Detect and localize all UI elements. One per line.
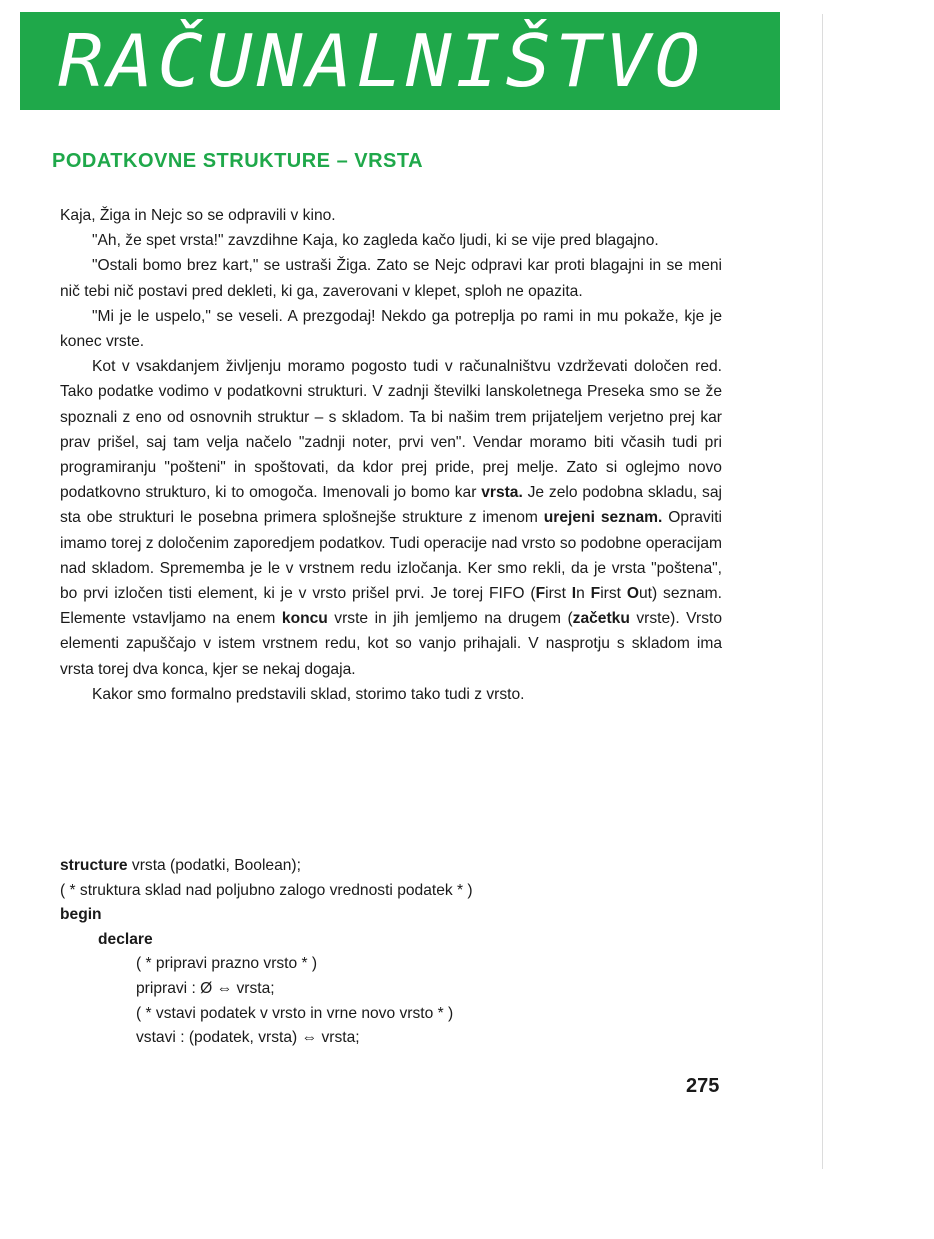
keyword-begin: begin — [60, 906, 102, 924]
code-line: pripravi : Ø ⇔ vrsta; — [136, 979, 275, 997]
keyword-declare: declare — [98, 930, 153, 948]
code-listing — [60, 854, 740, 1051]
term-vrsta: vrsta. — [481, 484, 523, 502]
code-comment: ( * pripravi prazno vrsto * ) — [136, 955, 318, 973]
main-paragraph: Kot v vsakdanjem življenju moramo pogosto tudi v računalništvu vzdrževati določen red. Tako podatke vodimo v podatkovni strukturi. V zadnji številki lanskoletnega Preseka smo se že spoznali z eno od osnovnih struktur – s skladom. Ta bi našim trem prijateljem verjetno prej kar prav prišel, saj tam velja načelo "zadnji noter, prvi ven". Vendar moramo biti včasih tudi pri programiranju "pošteni" in spoštovati, da kdor prej pride, prej melje. Zato si oglejmo novo podatkovno strukturo, ki to omogoča. Imenovali jo bomo kar vrsta. Je zelo podobna skladu, saj sta obe strukturi le posebna primera splošnejše strukture z imenom urejeni seznam. Opraviti imamo torej z določenim zaporedjem podatkov. Tudi operacije nad vrsto so podobne operacijam nad skladom. Sprememba je le v vrstnem redu izločanja. Ker smo rekli, da je vrsta "poštena", bo prvi izločen tisti element, ki je v vrsto prišel prvi. Je torej FIFO (First In First Out) seznam. Elemente vstavljamo na enem koncu vrste in jih jemljemo na drugem (začetku vrste). Vrsto elementi zapuščajo v istem vrstnem redu, kot so vanjo prihajali. V nasprotju s skladom ima vrsta torej dva konca, kjer se nekaj dogaja. — [60, 358, 722, 678]
term-koncu: koncu — [281, 610, 328, 628]
code-comment: ( * vstavi podatek v vrsto in vrne novo vrsto * ) — [136, 1004, 454, 1022]
dialogue-paragraph: "Mi je le uspelo," se veseli. A prezgodaj! Nekdo ga potreplja po rami in mu pokaže, kje je konec vrste. — [60, 307, 722, 351]
intro-paragraph: Kaja, Žiga in Nejc so se odpravili v kino. — [60, 207, 336, 224]
page-number: 275 — [686, 1075, 720, 1097]
code-comment: ( * struktura sklad nad poljubno zalogo vrednosti podatek * ) — [60, 881, 473, 899]
term-fifo: FIFO — [489, 585, 525, 603]
closing-paragraph: Kakor smo formalno predstavili sklad, storimo tako tudi z vrsto. — [92, 685, 525, 703]
dialogue-paragraph: "Ostali bomo brez kart," se ustraši Žiga. Zato se Nejc odpravi kar proti blagajni in se meni nič tebi nič postavi pred dekleti, ki ga, zaverovani v klepet, sploh ne opazita. — [60, 257, 722, 300]
section-title: PODATKOVNE STRUKTURE – VRSTA — [52, 150, 424, 172]
term-zacetku: začetku — [572, 610, 630, 628]
dialogue-paragraph: "Ah, že spet vrsta!" zavzdihne Kaja, ko zagleda kačo ljudi, ki se vije pred blagajno. — [92, 232, 659, 250]
keyword-structure: structure — [60, 857, 128, 874]
code-line: vstavi : (podatek, vrsta) ⇔ vrsta; — [136, 1029, 360, 1047]
header-banner — [20, 12, 780, 110]
header-title: RAČUNALNIŠTVO — [58, 19, 705, 103]
page-margin-rule — [822, 14, 823, 1169]
article-body — [60, 203, 722, 707]
term-urejeni-seznam: urejeni seznam. — [543, 509, 663, 527]
code-line: structure vrsta (podatki, Boolean); — [60, 857, 301, 874]
